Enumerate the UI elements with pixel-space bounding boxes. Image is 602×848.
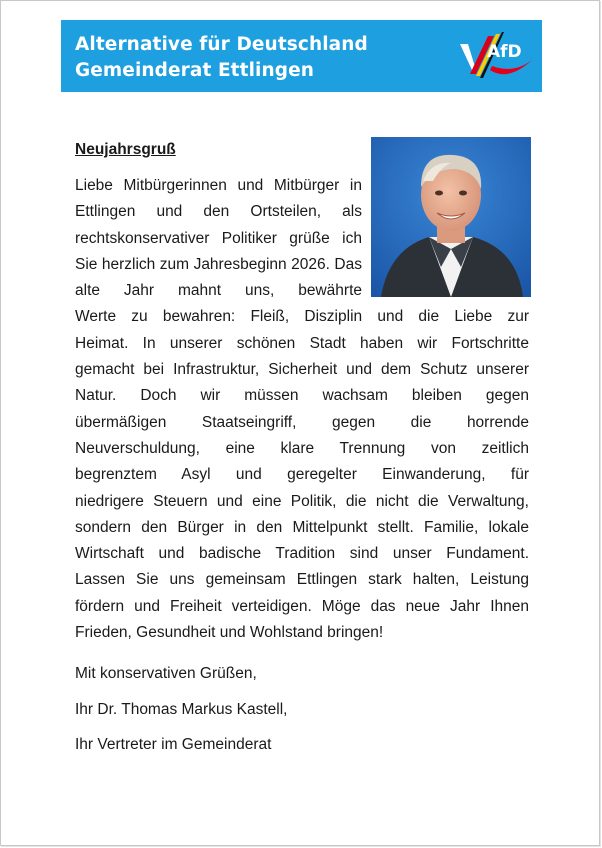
article-line: Sie herzlich zum Jahresbeginn 2026. xyxy=(75,255,330,273)
article-line: begrenztem Asyl und geregelter Einwanderung, für xyxy=(75,466,529,484)
article-line: rechtskonservativer Politiker grüße ich xyxy=(75,229,362,247)
closing-greeting: Mit konservativen Grüßen, xyxy=(75,665,257,682)
article-line: Lassen Sie uns gemeinsam Ettlingen stark halten, Leistung xyxy=(75,571,529,589)
article-paragraph xyxy=(75,304,529,646)
article-line: fördern und Freiheit verteidigen. Möge das neue Jahr Ihnen xyxy=(75,597,529,615)
closing-role: Ihr Vertreter im Gemeinderat xyxy=(75,736,272,753)
header-banner xyxy=(61,20,542,92)
article-intro xyxy=(75,173,362,304)
article-line: Heimat. In unserer schönen Stadt haben wir Fortschritte xyxy=(75,334,529,352)
article-line: niedrigere Steuern und eine Politik, die nicht die Verwaltung, xyxy=(75,492,529,510)
article-line: gemacht bei Infrastruktur, Sicherheit und dem Schutz unserer xyxy=(75,361,529,379)
header-party-name: Alternative für Deutschland xyxy=(75,34,368,55)
article-line: Neuverschuldung, eine klare Trennung von zeitlich xyxy=(75,439,529,457)
article-line: Werte zu bewahren: Fleiß, Disziplin und die Liebe zur xyxy=(75,308,529,326)
article-line: Liebe Mitbürgerinnen und Mitbürger xyxy=(75,177,340,194)
article-line: Das alte Jahr mahnt uns, bewährte xyxy=(75,255,362,300)
article-line: übermäßigen Staatseingriff, gegen die horrende xyxy=(75,413,529,431)
article-heading: Neujahrsgruß xyxy=(75,141,176,158)
header-council-name: Gemeinderat Ettlingen xyxy=(75,60,314,81)
afd-logo xyxy=(456,30,536,85)
afd-logo-text: AfD xyxy=(487,42,522,62)
article-line: Frieden, Gesundheit und Wohlstand bringen! xyxy=(75,624,384,642)
article-line: Natur. Doch wir müssen wachsam bleiben gegen xyxy=(75,387,529,405)
article-line: Wirtschaft und badische Tradition sind unser Fundament. xyxy=(75,545,529,563)
closing-signature: Ihr Dr. Thomas Markus Kastell, xyxy=(75,701,288,718)
article-line: sondern den Bürger in den Mittelpunkt stellt. Familie, lokale xyxy=(75,518,529,536)
article-line: in Ettlingen und den Ortsteilen, als xyxy=(75,177,362,221)
article-body xyxy=(75,173,532,646)
